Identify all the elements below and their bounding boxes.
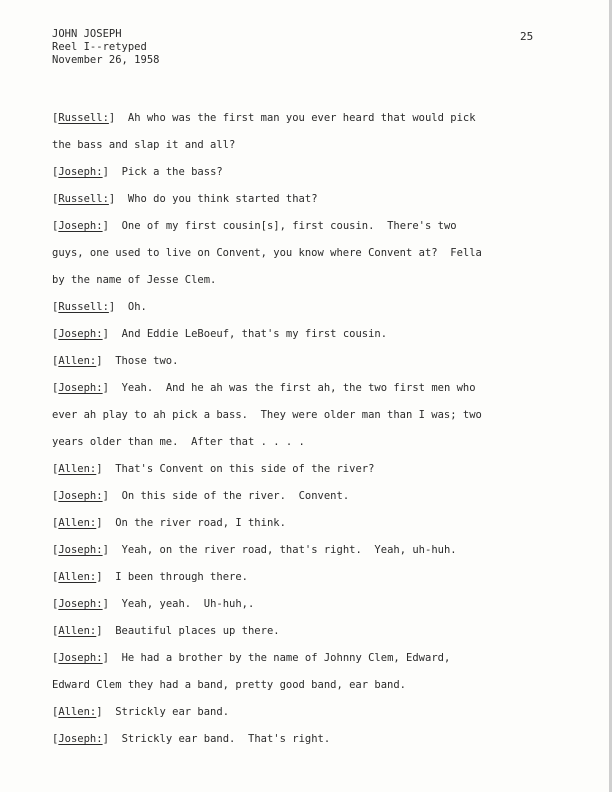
- transcript-line-speaker: [52, 193, 552, 220]
- utterance-text: Yeah, yeah. Uh-huh,.: [121, 598, 255, 610]
- speaker-label: Russell:: [58, 301, 109, 313]
- close-bracket: ]: [108, 193, 128, 205]
- open-bracket: [: [52, 193, 59, 205]
- transcript-line-speaker: [52, 490, 552, 517]
- transcript-line-continuation: [52, 247, 552, 274]
- speaker-label: Russell:: [58, 112, 109, 124]
- utterance-text: That's Convent on this side of the river?: [115, 463, 375, 475]
- open-bracket: [: [52, 571, 59, 583]
- interview-date: November 26, 1958: [52, 54, 160, 66]
- utterance-text: Pick a the bass?: [121, 166, 223, 178]
- speaker-label: Allen:: [58, 517, 97, 529]
- transcript-line-continuation: [52, 139, 552, 166]
- utterance-text: And Eddie LeBoeuf, that's my first cousin.: [121, 328, 388, 340]
- transcript-line-speaker: [52, 544, 552, 571]
- open-bracket: [: [52, 382, 59, 394]
- close-bracket: ]: [102, 490, 122, 502]
- speaker-label: Allen:: [58, 706, 97, 718]
- speaker-label: Allen:: [58, 625, 97, 637]
- speaker-label: Joseph:: [58, 733, 103, 745]
- open-bracket: [: [52, 166, 59, 178]
- utterance-text: Who do you think started that?: [127, 193, 318, 205]
- open-bracket: [: [52, 355, 59, 367]
- speaker-label: Joseph:: [58, 328, 103, 340]
- close-bracket: ]: [96, 355, 116, 367]
- utterance-text: ever ah play to ah pick a bass. They were older man than I was; two: [52, 409, 482, 421]
- utterance-text: He had a brother by the name of Johnny Clem, Edward,: [121, 652, 451, 664]
- open-bracket: [: [52, 625, 59, 637]
- close-bracket: ]: [96, 625, 116, 637]
- close-bracket: ]: [96, 706, 116, 718]
- transcript-line-speaker: [52, 382, 552, 409]
- speaker-label: Joseph:: [58, 166, 103, 178]
- open-bracket: [: [52, 328, 59, 340]
- transcript-line-continuation: [52, 436, 552, 463]
- transcript-line-continuation: [52, 679, 552, 706]
- close-bracket: ]: [102, 544, 122, 556]
- transcript-line-speaker: [52, 355, 552, 382]
- open-bracket: [: [52, 706, 59, 718]
- transcript-line-speaker: [52, 463, 552, 490]
- page-number: 25: [520, 30, 534, 43]
- transcript-line-speaker: [52, 517, 552, 544]
- speaker-label: Joseph:: [58, 652, 103, 664]
- open-bracket: [: [52, 490, 59, 502]
- utterance-text: Those two.: [115, 355, 179, 367]
- close-bracket: ]: [102, 652, 122, 664]
- close-bracket: ]: [108, 301, 128, 313]
- open-bracket: [: [52, 652, 59, 664]
- transcript-line-speaker: [52, 166, 552, 193]
- speaker-label: Russell:: [58, 193, 109, 205]
- open-bracket: [: [52, 733, 59, 745]
- utterance-text: guys, one used to live on Convent, you know where Convent at? Fella: [52, 247, 482, 259]
- utterance-text: Strickly ear band.: [115, 706, 230, 718]
- open-bracket: [: [52, 301, 59, 313]
- close-bracket: ]: [108, 112, 128, 124]
- utterance-text: Beautiful places up there.: [115, 625, 280, 637]
- speaker-label: Joseph:: [58, 220, 103, 232]
- close-bracket: ]: [96, 571, 116, 583]
- close-bracket: ]: [102, 733, 122, 745]
- transcript-line-speaker: [52, 625, 552, 652]
- close-bracket: ]: [102, 382, 122, 394]
- close-bracket: ]: [102, 328, 122, 340]
- speaker-label: Joseph:: [58, 382, 103, 394]
- reel-label: Reel I--retyped: [52, 41, 147, 53]
- speaker-label: Allen:: [58, 571, 97, 583]
- speaker-label: Joseph:: [58, 544, 103, 556]
- transcript-line-continuation: [52, 409, 552, 436]
- utterance-text: Yeah. And he ah was the first ah, the two first men who: [121, 382, 476, 394]
- open-bracket: [: [52, 598, 59, 610]
- utterance-text: I been through there.: [115, 571, 248, 583]
- close-bracket: ]: [102, 598, 122, 610]
- transcript-line-speaker: [52, 301, 552, 328]
- utterance-text: Strickly ear band. That's right.: [121, 733, 331, 745]
- transcript-line-speaker: [52, 598, 552, 625]
- utterance-text: the bass and slap it and all?: [52, 139, 236, 151]
- utterance-text: Oh.: [127, 301, 147, 313]
- utterance-text: On the river road, I think.: [115, 517, 286, 529]
- transcript-line-speaker: [52, 652, 552, 679]
- utterance-text: Edward Clem they had a band, pretty good band, ear band.: [52, 679, 407, 691]
- transcript-line-speaker: [52, 706, 552, 733]
- open-bracket: [: [52, 463, 59, 475]
- open-bracket: [: [52, 220, 59, 232]
- utterance-text: Yeah, on the river road, that's right. Yeah, uh-huh.: [121, 544, 457, 556]
- transcript-line-continuation: [52, 274, 552, 301]
- utterance-text: by the name of Jesse Clem.: [52, 274, 217, 286]
- transcript-body: [52, 112, 552, 760]
- utterance-text: One of my first cousin[s], first cousin. There's two: [121, 220, 457, 232]
- utterance-text: Ah who was the first man you ever heard that would pick: [127, 112, 476, 124]
- open-bracket: [: [52, 544, 59, 556]
- transcript-line-speaker: [52, 571, 552, 598]
- close-bracket: ]: [96, 517, 116, 529]
- open-bracket: [: [52, 112, 59, 124]
- close-bracket: ]: [102, 220, 122, 232]
- speaker-label: Allen:: [58, 355, 97, 367]
- utterance-text: years older than me. After that . . . .: [52, 436, 305, 448]
- interviewee-name: JOHN JOSEPH: [52, 28, 122, 40]
- close-bracket: ]: [96, 463, 116, 475]
- transcript-line-speaker: [52, 328, 552, 355]
- speaker-label: Allen:: [58, 463, 97, 475]
- speaker-label: Joseph:: [58, 490, 103, 502]
- transcript-line-speaker: [52, 220, 552, 247]
- speaker-label: Joseph:: [58, 598, 103, 610]
- transcript-line-speaker: [52, 112, 552, 139]
- open-bracket: [: [52, 517, 59, 529]
- transcript-line-speaker: [52, 733, 552, 760]
- close-bracket: ]: [102, 166, 122, 178]
- document-header: [52, 28, 159, 67]
- utterance-text: On this side of the river. Convent.: [121, 490, 350, 502]
